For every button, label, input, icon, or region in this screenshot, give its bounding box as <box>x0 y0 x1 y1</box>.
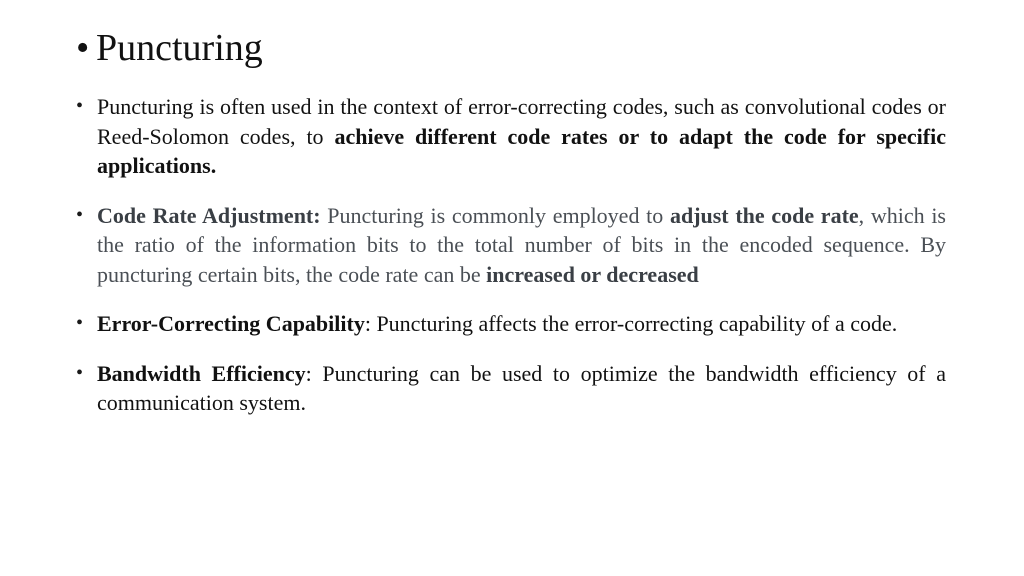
bullet-text-plain: : Puncturing can be used to optimize the bandwidth efficiency of a communication system. <box>97 360 946 415</box>
bullet-text <box>97 359 946 418</box>
bullet-item-bandwidth-efficiency <box>76 359 946 418</box>
bullet-text <box>97 201 946 290</box>
bullet-heading: Error-Correcting Capability <box>97 311 365 336</box>
bullet-text-plain: , which is the ratio of the information bits to the total number of bits in the encoded sequence. By puncturing certain bits, the code rate can be <box>97 202 946 287</box>
slide-title <box>76 24 263 72</box>
bullet-marker: • <box>76 203 84 226</box>
bullet-item-error-correcting-capability <box>76 309 946 339</box>
bullet-item-puncturing-usage <box>76 92 946 181</box>
bullet-list <box>76 92 946 418</box>
bullet-text-plain: : Puncturing affects the error-correcting capability of a code. <box>364 311 898 336</box>
bullet-text <box>97 92 946 181</box>
bullet-item-code-rate-adjustment <box>76 201 946 290</box>
bullet-heading: Code Rate Adjustment: <box>97 202 321 228</box>
title-bullet: • <box>76 27 90 69</box>
bullet-text-plain: Puncturing is often used in the context of error-correcting codes, such as convolutional codes or Reed-Solomon codes, to <box>97 94 946 149</box>
bullet-marker: • <box>76 95 84 117</box>
bullet-text-emphasis: increased or decreased <box>486 261 699 287</box>
title-text: Puncturing <box>96 27 263 69</box>
bullet-marker: • <box>76 361 84 384</box>
bullet-marker: • <box>76 312 84 334</box>
bullet-text-plain: Puncturing is commonly employed to <box>320 202 670 228</box>
bullet-text-emphasis: achieve different code rates or to adapt the code for specific applications. <box>97 123 946 178</box>
bullet-text-emphasis: adjust the code rate <box>669 202 859 228</box>
bullet-text <box>97 309 946 339</box>
bullet-heading: Bandwidth Efficiency <box>97 360 306 386</box>
